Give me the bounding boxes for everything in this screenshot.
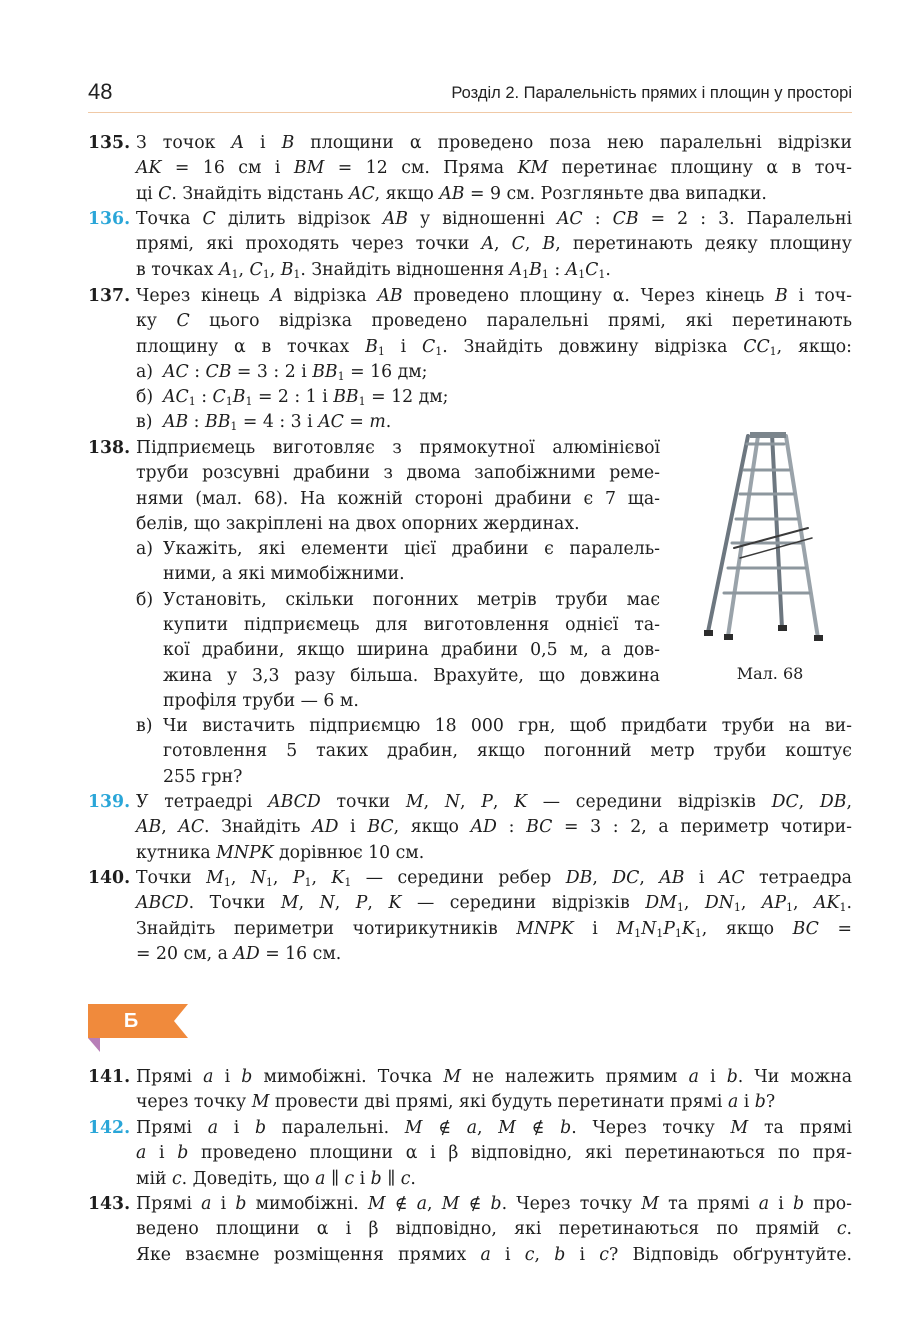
problem-141: 141. Прямі a і b мимобіжні. Точка M не належить прямим a і b. Чи можна через точку M провести дві прямі, які будуть перетинати прямі a і b? xyxy=(88,1067,852,1113)
problem-number: 143. xyxy=(88,1194,131,1214)
chapter-title: Розділ 2. Паралельність прямих і площин у просторі xyxy=(451,84,852,102)
problem-number: 140. xyxy=(88,868,131,888)
part-label: в) xyxy=(136,412,153,433)
problem-143: 143. Прямі a і b мимобіжні. M ∉ a, M ∉ b. Через точку M та прямі a і b про- ведено площини α і β відповідно, які перетинаються по прямій c. Яке взаємне розміщення прямих a і c, b і c? Відповідь обґрунтуйте. xyxy=(88,1194,853,1265)
problem-138-part-c: в) Чи вистачить підприємцю 18 000 грн, щоб придбати труби на ви- готовлення 5 таких драбин, якщо погонний метр труби коштує 255 грн? xyxy=(136,716,852,787)
part-label: а) xyxy=(136,539,154,560)
section-label: Б xyxy=(123,1010,139,1032)
problem-135: 135. З точок A і B площини α проведено поза нею паралельні відрізки AK = 16 см і BM = 12 см. Пряма KM перетинає площину α в точ- ці C. Знайдіть відстань AC, якщо AB = 9 см. Розгляньте два випадки. xyxy=(88,133,852,204)
problem-142: 142. Прямі a і b паралельні. M ∉ a, M ∉ b. Через точку M та прямі a і b проведено площини α і β відповідно, які перетинаються по пря- мій c. Доведіть, що a ∥ c і b ∥ c. xyxy=(88,1118,852,1189)
section-badge xyxy=(88,1000,188,1052)
problem-number: 137. xyxy=(88,286,131,306)
problem-137: 137. Через кінець A відрізка AB проведено площину α. Через кінець B і точ- ку C цього відрізка проведено паралельні прямі, які перетинають площину α в точках $B_1$ і $C_1$. Знайдіть довжину відрізка $CC_1$, якщо: а) AC : CB = 3 : 2 і $BB_1 = 16$ дм; б) $AC_1$ : $C_1B_1 = 2$ : 1 і $BB_1 = 12$ дм; в) AB : $BB_1 = 4$ : 3 і AC = m. xyxy=(88,284,852,436)
problem-number: 135. xyxy=(88,133,131,153)
problem-138: 138. Підприємець виготовляє з прямокутної алюмінієвої труби розсувні драбини з двома запобіжними реме- нями (мал. 68). На кожній стороні драбини є 7 ща- белів, що закріплені на двох опорних жердинах. а) Укажіть, які елементи цієї драбини є паралель- ними, а які мимобіжними. б) Установіть, скільки погонних метрів труби має купити підприємець для виготовлення однієї та- кої драбини, якщо ширина драбини 0,5 м, а дов- жина у 3,3 разу більша. Врахуйте, що довжина профіля труби — 6 м. xyxy=(88,438,660,711)
part-label: в) xyxy=(136,716,153,736)
step-ladder-image xyxy=(700,432,830,642)
problem-number: 141. xyxy=(88,1067,131,1087)
problem-140: 140. Точки $M_1$, $N_1$, $P_1$, $K_1$ — середини ребер DB, DC, AB і AC тетраедра ABCD. Точки M, N, P, K — середини відрізків $DM_1$, $DN_1$, $AP_1$, $AK_1$. Знайдіть периметри чотирикутників MNPK і $M_1N_1P_1K_1$, якщо BC = = 20 см, а AD = 16 см. xyxy=(88,868,852,964)
part-label: б) xyxy=(136,589,154,610)
problem-139: 139. У тетраедрі ABCD точки M, N, P, K — середини відрізків DC, DB, AB, AC. Знайдіть AD і BC, якщо AD : BC = 3 : 2, а периметр чотири- кутника MNPK дорівнює 10 см. xyxy=(88,792,852,863)
part-label: а) xyxy=(136,361,154,382)
page-header xyxy=(88,78,852,113)
problem-number: 138. xyxy=(88,438,131,458)
problem-number: 136. xyxy=(88,209,131,229)
problem-number: 142. xyxy=(88,1118,131,1138)
problem-136: 136. Точка C ділить відрізок AB у відношенні AC : CB = 2 : 3. Паралельні прямі, які проходять через точки A, C, B, перетинають деяку площину в точках $A_1$, $C_1$, $B_1$. Знайдіть відношення $A_1B_1$ : $A_1C_1$. xyxy=(88,209,853,281)
page-number: 48 xyxy=(88,79,113,104)
part-label: б) xyxy=(136,387,154,408)
figure-caption: Мал. 68 xyxy=(736,664,804,683)
problem-number: 139. xyxy=(88,792,131,812)
